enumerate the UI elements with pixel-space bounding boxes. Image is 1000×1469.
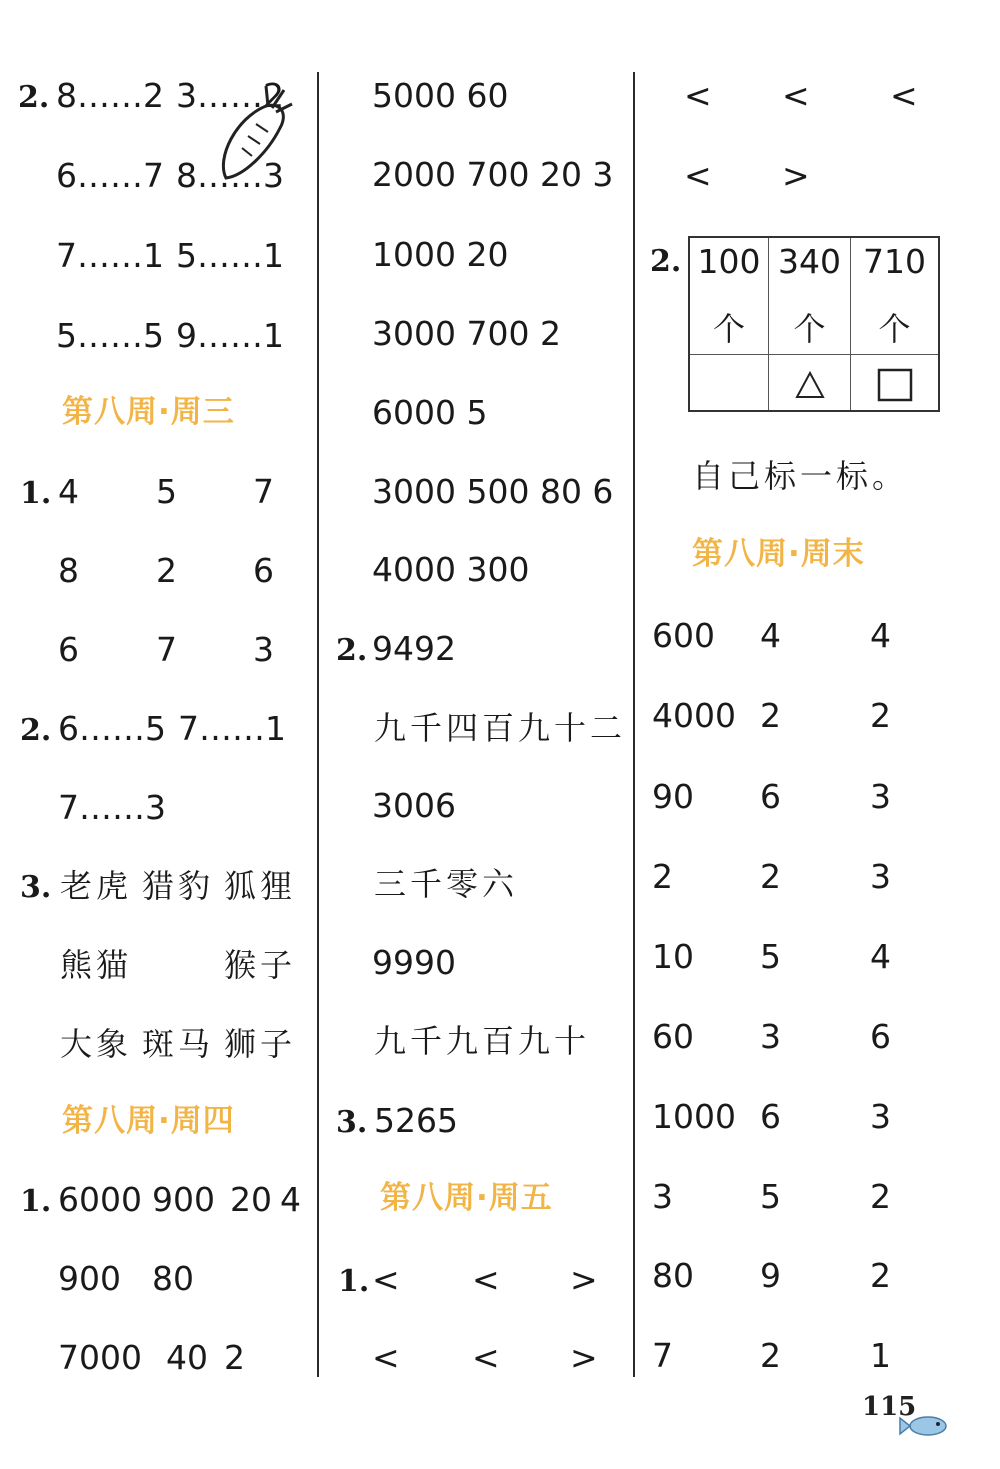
answer-line: 6000 5 bbox=[372, 393, 488, 432]
answer-line: 1. bbox=[20, 476, 52, 511]
answer-line: 6 7 3 bbox=[58, 630, 274, 669]
answer-line: 熊猫 猴子 bbox=[60, 946, 297, 984]
table-cell: 3 bbox=[760, 1017, 781, 1056]
shape-count-table bbox=[688, 236, 940, 412]
answer-line: < < < bbox=[684, 76, 918, 115]
table-cell: 3 bbox=[870, 777, 891, 816]
table-row bbox=[636, 610, 936, 662]
answer-line: 3006 bbox=[372, 786, 456, 825]
answer-line: 5265 bbox=[374, 1101, 458, 1140]
answer-line: 3. bbox=[20, 870, 52, 905]
table-row bbox=[636, 771, 936, 823]
table-column: 340 个 bbox=[769, 238, 850, 410]
table-row bbox=[636, 1330, 936, 1382]
table-row bbox=[636, 1011, 936, 1063]
answer-line: 3. bbox=[336, 1105, 368, 1140]
carrot-icon bbox=[196, 78, 296, 208]
table-column: 710 个 bbox=[851, 238, 938, 410]
table-cell: 60 bbox=[652, 1017, 694, 1056]
answer-line: 9492 bbox=[372, 629, 456, 668]
table-cell: 5 bbox=[760, 937, 781, 976]
section-heading: 第八周·周三 bbox=[62, 394, 235, 430]
answer-line: < > bbox=[684, 156, 810, 195]
triangle-icon bbox=[795, 370, 825, 400]
table-row bbox=[636, 1171, 936, 1223]
table-cell: 5 bbox=[760, 1177, 781, 1216]
table-cell: 4 bbox=[870, 937, 891, 976]
answer-line: 4000 300 bbox=[372, 550, 530, 589]
section-heading: 第八周·周末 bbox=[692, 536, 865, 572]
answer-line: 7……3 bbox=[58, 788, 166, 827]
answer-line: 1. bbox=[20, 1184, 52, 1219]
answer-line: 2. bbox=[20, 713, 52, 748]
answer-line: 6……5 7……1 bbox=[58, 709, 286, 748]
answer-line: 大象 斑马 狮子 bbox=[60, 1025, 297, 1063]
table-cell: 80 bbox=[652, 1256, 694, 1295]
answer-line: 7000 40 2 bbox=[58, 1338, 245, 1377]
answer-line: 1000 20 bbox=[372, 235, 509, 274]
table-cell: 7 bbox=[652, 1336, 673, 1375]
table-row bbox=[636, 1250, 936, 1302]
column-divider bbox=[317, 72, 319, 1377]
answer-line: 4 5 7 bbox=[58, 472, 274, 511]
column-1: 2. 8……2 3……2 6……7 8……3 7……1 5……1 5……5 9……1 第八周·周三 1. 4 5 7 8 2 6 6 7 3 2. 6……5 7……1 7……3 3. 老虎 猎豹 狐狸 熊猫 猴子 大象 斑马 狮子 第八周·周四 1. 6000 900 20 4 900 80 7000 40 2 bbox=[0, 0, 318, 1469]
table-cell: 2 bbox=[760, 1336, 781, 1375]
answer-line: 2. bbox=[650, 244, 682, 279]
empty-symbol-cell bbox=[690, 360, 768, 410]
table-cell: 6 bbox=[760, 777, 781, 816]
note-text: 自己标一标。 bbox=[692, 457, 909, 495]
square-icon bbox=[877, 368, 913, 402]
answer-line: 3000 700 2 bbox=[372, 314, 561, 353]
table-cell: 3 bbox=[652, 1177, 673, 1216]
table-column: 100 个 bbox=[690, 238, 768, 410]
table-cell: 6 bbox=[760, 1097, 781, 1136]
table-cell: 1 bbox=[870, 1336, 891, 1375]
column-3 bbox=[636, 0, 1000, 1469]
table-cell: 2 bbox=[870, 696, 891, 735]
column-2 bbox=[320, 0, 634, 1469]
table-cell: 4000 bbox=[652, 696, 736, 735]
answer-line: 8 2 6 bbox=[58, 551, 274, 590]
table-cell: 2 bbox=[760, 696, 781, 735]
table-cell: 2 bbox=[870, 1256, 891, 1295]
table-cell: 9 bbox=[760, 1256, 781, 1295]
table-row bbox=[636, 1091, 936, 1143]
section-heading: 第八周·周四 bbox=[62, 1103, 235, 1139]
column-divider bbox=[633, 72, 635, 1377]
table-cell: 90 bbox=[652, 777, 694, 816]
answer-line: < < > bbox=[372, 1338, 598, 1377]
answer-line: 三千零六 bbox=[374, 865, 519, 903]
table-cell: 1000 bbox=[652, 1097, 736, 1136]
answer-line: 九千四百九十二 bbox=[374, 709, 627, 747]
table-row bbox=[636, 851, 936, 903]
page-number: 115 bbox=[862, 1392, 917, 1422]
table-cell: 6 bbox=[870, 1017, 891, 1056]
answer-line: 5000 60 bbox=[372, 76, 509, 115]
table-row bbox=[636, 690, 936, 742]
table-cell: 4 bbox=[870, 616, 891, 655]
table-cell: 3 bbox=[870, 1097, 891, 1136]
table-cell: 3 bbox=[870, 857, 891, 896]
table-cell: 600 bbox=[652, 616, 715, 655]
answer-line: 2. bbox=[18, 80, 50, 115]
answer-line: 9990 bbox=[372, 943, 456, 982]
answer-line: 900 80 bbox=[58, 1259, 194, 1298]
table-cell: 4 bbox=[760, 616, 781, 655]
answer-line: 3000 500 80 6 bbox=[372, 472, 614, 511]
answer-line: 2. bbox=[336, 633, 368, 668]
answer-line: 1. bbox=[338, 1264, 370, 1299]
answer-line: < < > bbox=[372, 1260, 598, 1299]
section-heading: 第八周·周五 bbox=[380, 1180, 553, 1216]
answer-line: 6000 900 20 4 bbox=[58, 1180, 301, 1219]
table-cell: 2 bbox=[652, 857, 673, 896]
answer-line: 老虎 猎豹 狐狸 bbox=[60, 867, 297, 905]
answer-line: 2000 700 20 3 bbox=[372, 155, 614, 194]
table-cell: 2 bbox=[760, 857, 781, 896]
table-cell: 2 bbox=[870, 1177, 891, 1216]
table-cell: 10 bbox=[652, 937, 694, 976]
table-row bbox=[636, 931, 936, 983]
answer-line: 九千九百九十 bbox=[374, 1022, 591, 1060]
